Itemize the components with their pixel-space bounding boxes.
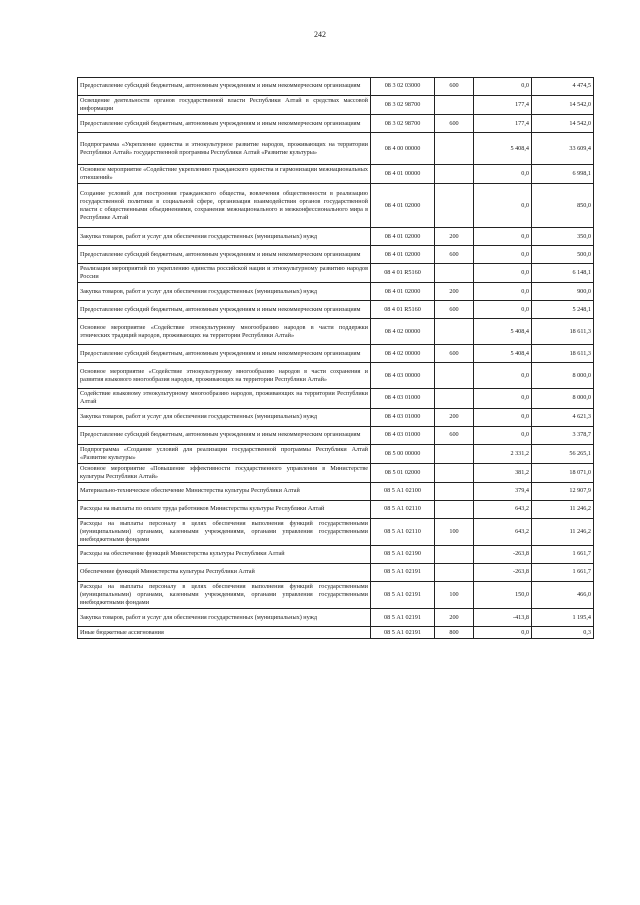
row-change-amount: -263,8 [474, 563, 532, 581]
row-total-amount: 3 378,7 [532, 426, 594, 444]
row-expense-type [435, 482, 474, 500]
row-change-amount: 5 408,4 [474, 345, 532, 363]
row-name: Предоставление субсидий бюджетным, автономным учреждениям и иным некоммерческим организациям [78, 78, 371, 96]
row-code: 08 4 01 02000 [371, 283, 435, 301]
row-total-amount: 850,0 [532, 184, 594, 228]
table-row [78, 115, 594, 133]
row-expense-type [435, 264, 474, 283]
row-total-amount: 900,0 [532, 283, 594, 301]
row-change-amount: 2 331,2 [474, 444, 532, 463]
row-name: Закупка товаров, работ и услуг для обеспечения государственных (муниципальных) нужд [78, 408, 371, 426]
row-expense-type: 600 [435, 426, 474, 444]
row-expense-type [435, 184, 474, 228]
row-expense-type: 600 [435, 345, 474, 363]
row-code: 08 5 А1 02191 [371, 563, 435, 581]
row-name: Создание условий для построения гражданского общества, вовлечения общественности в реализацию государственной политики в социальной сфере, организация взаимодействия органов государственной власти с общественными объединениями, сохранения межнационального и межконфессионального мира в Республике Алтай [78, 184, 371, 228]
row-code: 08 4 01 02000 [371, 184, 435, 228]
row-expense-type: 100 [435, 518, 474, 545]
row-change-amount: 643,2 [474, 518, 532, 545]
row-change-amount: 381,2 [474, 463, 532, 482]
row-total-amount: 0,3 [532, 627, 594, 639]
table-row [78, 389, 594, 408]
row-code: 08 5 А1 02190 [371, 545, 435, 563]
row-code: 08 4 02 00000 [371, 319, 435, 345]
row-code: 08 3 02 98700 [371, 96, 435, 115]
row-total-amount: 1 661,7 [532, 545, 594, 563]
row-total-amount: 12 907,9 [532, 482, 594, 500]
row-code: 08 4 01 R5160 [371, 301, 435, 319]
row-change-amount: 0,0 [474, 165, 532, 184]
table-row [78, 283, 594, 301]
row-code: 08 4 03 01000 [371, 389, 435, 408]
row-total-amount: 6 998,1 [532, 165, 594, 184]
row-name: Предоставление субсидий бюджетным, автономным учреждениям и иным некоммерческим организациям [78, 301, 371, 319]
row-change-amount: 643,2 [474, 500, 532, 518]
budget-table [77, 77, 594, 639]
row-expense-type [435, 463, 474, 482]
row-expense-type: 200 [435, 609, 474, 627]
row-expense-type [435, 500, 474, 518]
row-total-amount: 18 071,0 [532, 463, 594, 482]
row-name: Материально-техническое обеспечение Министерства культуры Республики Алтай [78, 482, 371, 500]
table-row [78, 426, 594, 444]
row-total-amount: 18 611,3 [532, 319, 594, 345]
table-row [78, 345, 594, 363]
row-name: Реализация мероприятий по укреплению единства российской нации и этнокультурному развитию народов России [78, 264, 371, 283]
table-row [78, 482, 594, 500]
row-change-amount: 0,0 [474, 363, 532, 389]
table-row [78, 581, 594, 608]
row-change-amount: 5 408,4 [474, 319, 532, 345]
row-total-amount: 14 542,0 [532, 96, 594, 115]
table-row [78, 444, 594, 463]
table-row [78, 184, 594, 228]
row-name: Подпрограмма «Создание условий для реализации государственной программы Республики Алтай «Развитие культуры» [78, 444, 371, 463]
row-code: 08 4 01 R5160 [371, 264, 435, 283]
row-change-amount: 0,0 [474, 78, 532, 96]
row-total-amount: 8 000,0 [532, 389, 594, 408]
row-expense-type [435, 444, 474, 463]
row-name: Содействие языковому этнокультурному многообразию народов, проживающих на территории Республики Алтай [78, 389, 371, 408]
table-row [78, 408, 594, 426]
row-total-amount: 4 474,5 [532, 78, 594, 96]
row-change-amount: 0,0 [474, 301, 532, 319]
row-total-amount: 33 609,4 [532, 133, 594, 165]
row-expense-type: 200 [435, 408, 474, 426]
row-code: 08 4 01 00000 [371, 165, 435, 184]
row-expense-type: 200 [435, 228, 474, 246]
row-name: Предоставление субсидий бюджетным, автономным учреждениям и иным некоммерческим организациям [78, 246, 371, 264]
row-change-amount: 0,0 [474, 408, 532, 426]
row-name: Основное мероприятие «Содействие укреплению гражданского единства и гармонизации межнациональных отношений» [78, 165, 371, 184]
row-expense-type [435, 363, 474, 389]
row-expense-type: 800 [435, 627, 474, 639]
row-change-amount: 150,0 [474, 581, 532, 608]
row-total-amount: 4 621,3 [532, 408, 594, 426]
row-total-amount: 11 246,2 [532, 518, 594, 545]
page-number: 242 [314, 30, 326, 39]
table-row [78, 228, 594, 246]
table-row [78, 518, 594, 545]
row-total-amount: 5 248,1 [532, 301, 594, 319]
row-expense-type: 600 [435, 78, 474, 96]
row-expense-type: 600 [435, 301, 474, 319]
table-row [78, 545, 594, 563]
row-total-amount: 8 000,0 [532, 363, 594, 389]
row-name: Закупка товаров, работ и услуг для обеспечения государственных (муниципальных) нужд [78, 283, 371, 301]
row-change-amount: 0,0 [474, 283, 532, 301]
row-change-amount: 0,0 [474, 264, 532, 283]
row-expense-type: 100 [435, 581, 474, 608]
row-total-amount: 18 611,3 [532, 345, 594, 363]
row-code: 08 5 А1 02110 [371, 518, 435, 545]
row-code: 08 3 02 98700 [371, 115, 435, 133]
row-change-amount: 0,0 [474, 627, 532, 639]
row-name: Расходы на выплаты персоналу в целях обеспечения выполнения функций государственными (муниципальными) органами, казенными учреждениями, органами управления государственными внебюджетными фондами [78, 518, 371, 545]
row-name: Расходы на выплаты по оплате труда работников Министерства культуры Республики Алтай [78, 500, 371, 518]
row-expense-type [435, 133, 474, 165]
table-row [78, 463, 594, 482]
row-name: Подпрограмма «Укрепление единства и этнокультурное развитие народов, проживающих на территории Республики Алтай» государственной программы Республики Алтай «Развитие культуры» [78, 133, 371, 165]
row-name: Иные бюджетные ассигнования [78, 627, 371, 639]
row-expense-type [435, 96, 474, 115]
table-row [78, 96, 594, 115]
row-change-amount: 0,0 [474, 426, 532, 444]
row-expense-type [435, 389, 474, 408]
row-code: 08 5 00 00000 [371, 444, 435, 463]
row-code: 08 5 А1 02100 [371, 482, 435, 500]
table-row [78, 301, 594, 319]
row-total-amount: 56 265,1 [532, 444, 594, 463]
row-total-amount: 14 542,0 [532, 115, 594, 133]
row-code: 08 4 00 00000 [371, 133, 435, 165]
row-name: Обеспечение функций Министерства культуры Республики Алтай [78, 563, 371, 581]
table-row [78, 78, 594, 96]
row-code: 08 5 А1 02191 [371, 581, 435, 608]
row-change-amount: 0,0 [474, 246, 532, 264]
table-row [78, 246, 594, 264]
row-code: 08 4 02 00000 [371, 345, 435, 363]
row-total-amount: 350,0 [532, 228, 594, 246]
row-change-amount: 177,4 [474, 96, 532, 115]
row-change-amount: 0,0 [474, 389, 532, 408]
row-expense-type [435, 545, 474, 563]
row-change-amount: 0,0 [474, 184, 532, 228]
row-total-amount: 1 661,7 [532, 563, 594, 581]
row-change-amount: 177,4 [474, 115, 532, 133]
table-row [78, 264, 594, 283]
row-total-amount: 466,0 [532, 581, 594, 608]
row-name: Основное мероприятие «Содействие этнокультурному многообразию народов в части поддержки этнических традиций народов, проживающих на территории Республики Алтай» [78, 319, 371, 345]
budget-table-body [78, 78, 594, 639]
row-name: Расходы на выплаты персоналу в целях обеспечения выполнения функций государственными (муниципальными) органами, казенными учреждениями, органами управления государственными внебюджетными фондами [78, 581, 371, 608]
row-code: 08 4 03 01000 [371, 408, 435, 426]
row-code: 08 4 03 01000 [371, 426, 435, 444]
row-name: Предоставление субсидий бюджетным, автономным учреждениям и иным некоммерческим организациям [78, 345, 371, 363]
row-name: Закупка товаров, работ и услуг для обеспечения государственных (муниципальных) нужд [78, 609, 371, 627]
row-change-amount: 5 408,4 [474, 133, 532, 165]
row-code: 08 4 01 02000 [371, 228, 435, 246]
row-change-amount: -263,8 [474, 545, 532, 563]
row-change-amount: 379,4 [474, 482, 532, 500]
table-row [78, 500, 594, 518]
row-name: Предоставление субсидий бюджетным, автономным учреждениям и иным некоммерческим организациям [78, 426, 371, 444]
table-row [78, 165, 594, 184]
row-code: 08 5 А1 02191 [371, 627, 435, 639]
row-total-amount: 500,0 [532, 246, 594, 264]
table-row [78, 609, 594, 627]
row-name: Предоставление субсидий бюджетным, автономным учреждениям и иным некоммерческим организациям [78, 115, 371, 133]
row-code: 08 5 А1 02191 [371, 609, 435, 627]
row-code: 08 4 01 02000 [371, 246, 435, 264]
row-name: Закупка товаров, работ и услуг для обеспечения государственных (муниципальных) нужд [78, 228, 371, 246]
row-name: Основное мероприятие «Содействие этнокультурному многообразию народов в части сохранения и развития языкового многообразия народов, проживающих на территории Республики Алтай» [78, 363, 371, 389]
table-row [78, 563, 594, 581]
row-code: 08 3 02 03000 [371, 78, 435, 96]
row-expense-type: 600 [435, 115, 474, 133]
row-total-amount: 11 246,2 [532, 500, 594, 518]
row-code: 08 5 01 02000 [371, 463, 435, 482]
row-change-amount: -413,8 [474, 609, 532, 627]
row-expense-type [435, 319, 474, 345]
row-expense-type [435, 563, 474, 581]
row-name: Расходы на обеспечение функций Министерства культуры Республики Алтай [78, 545, 371, 563]
row-total-amount: 6 148,1 [532, 264, 594, 283]
row-expense-type: 600 [435, 246, 474, 264]
row-change-amount: 0,0 [474, 228, 532, 246]
table-row [78, 319, 594, 345]
row-expense-type: 200 [435, 283, 474, 301]
row-total-amount: 1 195,4 [532, 609, 594, 627]
row-name: Освещение деятельности органов государственной власти Республики Алтай в средствах массовой информации [78, 96, 371, 115]
row-expense-type [435, 165, 474, 184]
table-row [78, 133, 594, 165]
row-code: 08 5 А1 02110 [371, 500, 435, 518]
table-row [78, 627, 594, 639]
row-name: Основное мероприятие «Повышение эффективности государственного управления в Министерстве культуры Республики Алтай» [78, 463, 371, 482]
table-row [78, 363, 594, 389]
row-code: 08 4 03 00000 [371, 363, 435, 389]
